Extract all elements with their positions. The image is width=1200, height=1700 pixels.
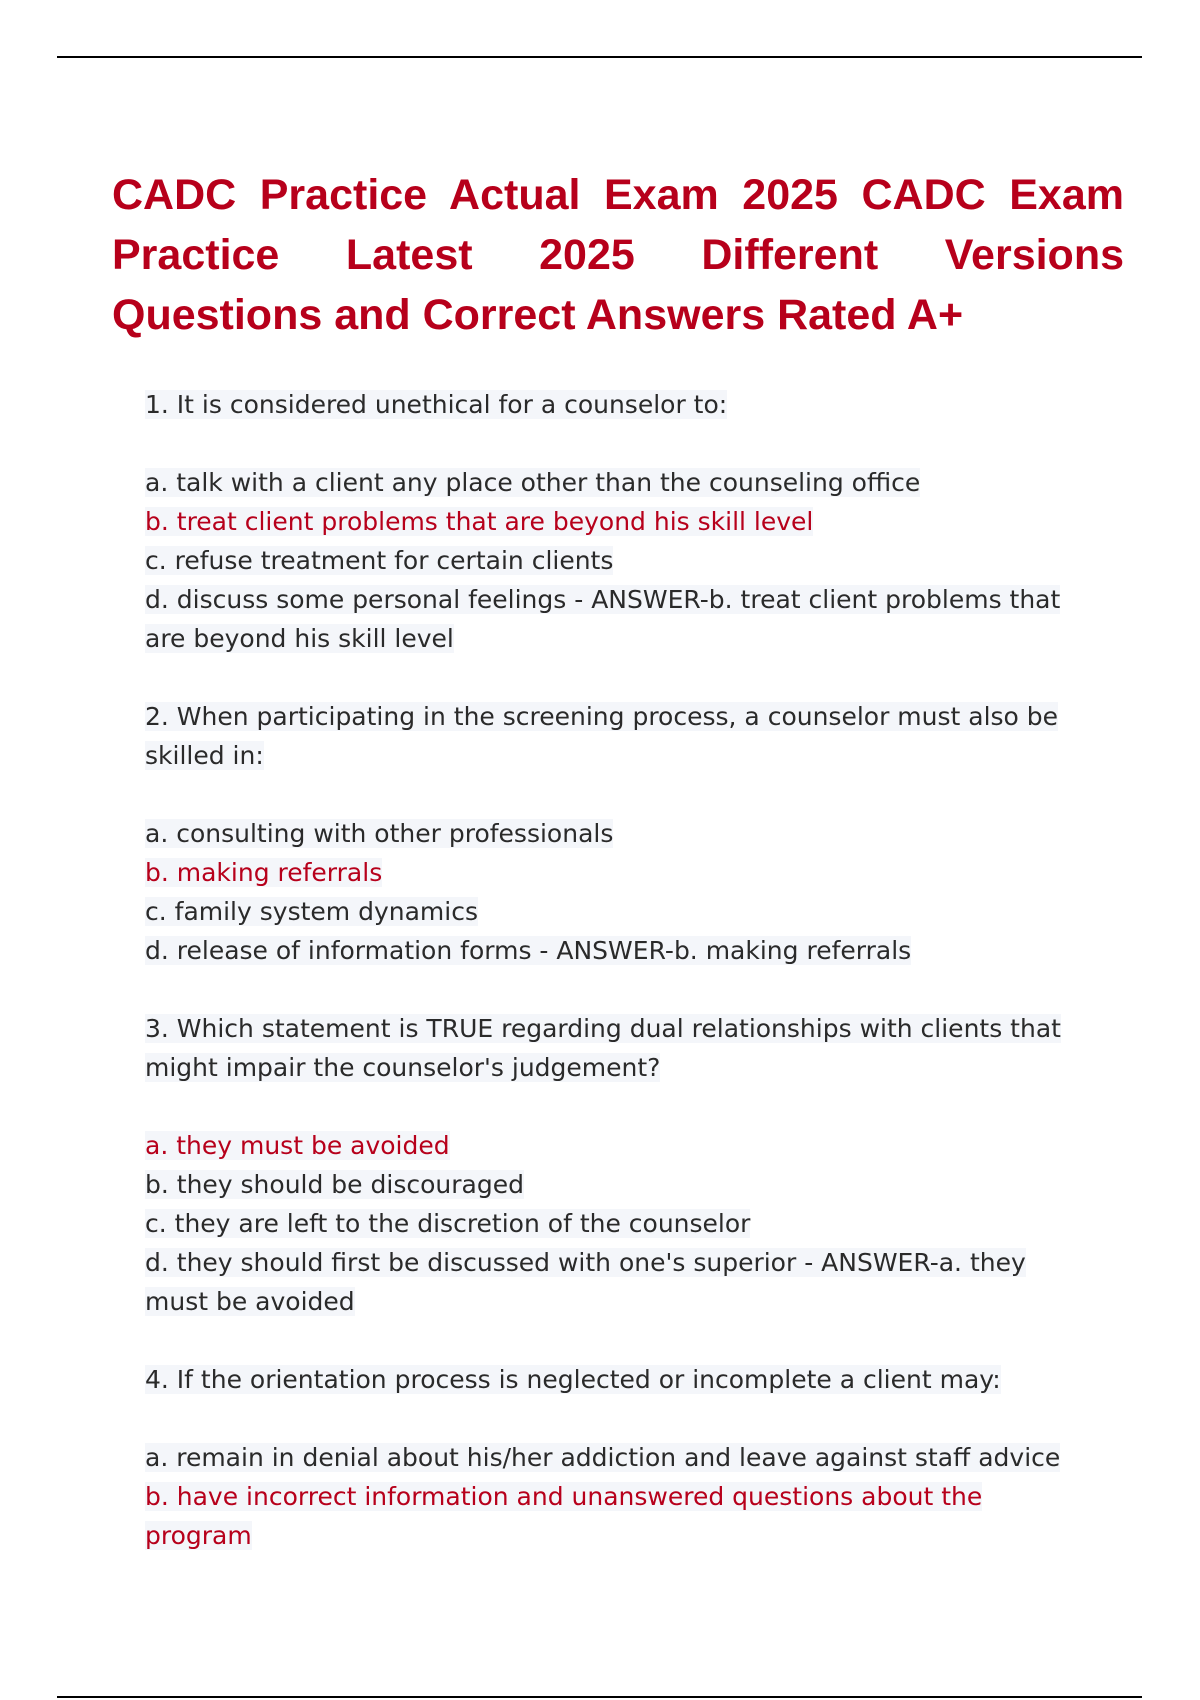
question-list [145,385,1075,1555]
question-1-answer-line: d. discuss some personal feelings - ANSWER-b. treat client problems that are beyond his skill level [145,585,1061,653]
question-2-option-a: a. consulting with other professionals [145,819,614,848]
question-1-option-c: c. refuse treatment for certain clients [145,546,614,575]
question-3-answer-line: d. they should first be discussed with one's superior - ANSWER-a. they must be avoided [145,1248,1026,1316]
question-4-option-b-correct: b. have incorrect information and unanswered questions about the program [145,1482,983,1550]
question-2-option-c: c. family system dynamics [145,897,478,926]
top-rule [57,56,1142,58]
question-2-option-b-correct: b. making referrals [145,858,383,887]
question-1-option-b-correct: b. treat client problems that are beyond his skill level [145,507,814,536]
question-2-answer-line: d. release of information forms - ANSWER-b. making referrals [145,936,912,965]
bottom-rule [57,1696,1142,1698]
question-2-text: 2. When participating in the screening process, a counselor must also be skilled in: [145,702,1059,770]
question-4-option-a: a. remain in denial about his/her addiction and leave against staff advice [145,1443,1061,1472]
question-1-option-a: a. talk with a client any place other than the counseling office [145,468,921,497]
question-3-option-b: b. they should be discouraged [145,1170,524,1199]
question-3-option-c: c. they are left to the discretion of the counselor [145,1209,751,1238]
question-1-text: 1. It is considered unethical for a counselor to: [145,390,728,419]
question-4-text: 4. If the orientation process is neglected or incomplete a client may: [145,1365,1001,1394]
document-title: CADC Practice Actual Exam 2025 CADC Exam Practice Latest 2025 Different Versions Questions and Correct Answers Rated A+ [112,171,1124,339]
question-3-text: 3. Which statement is TRUE regarding dual relationships with clients that might impair the counselor's judgement? [145,1014,1061,1082]
question-3-option-a-correct: a. they must be avoided [145,1131,450,1160]
